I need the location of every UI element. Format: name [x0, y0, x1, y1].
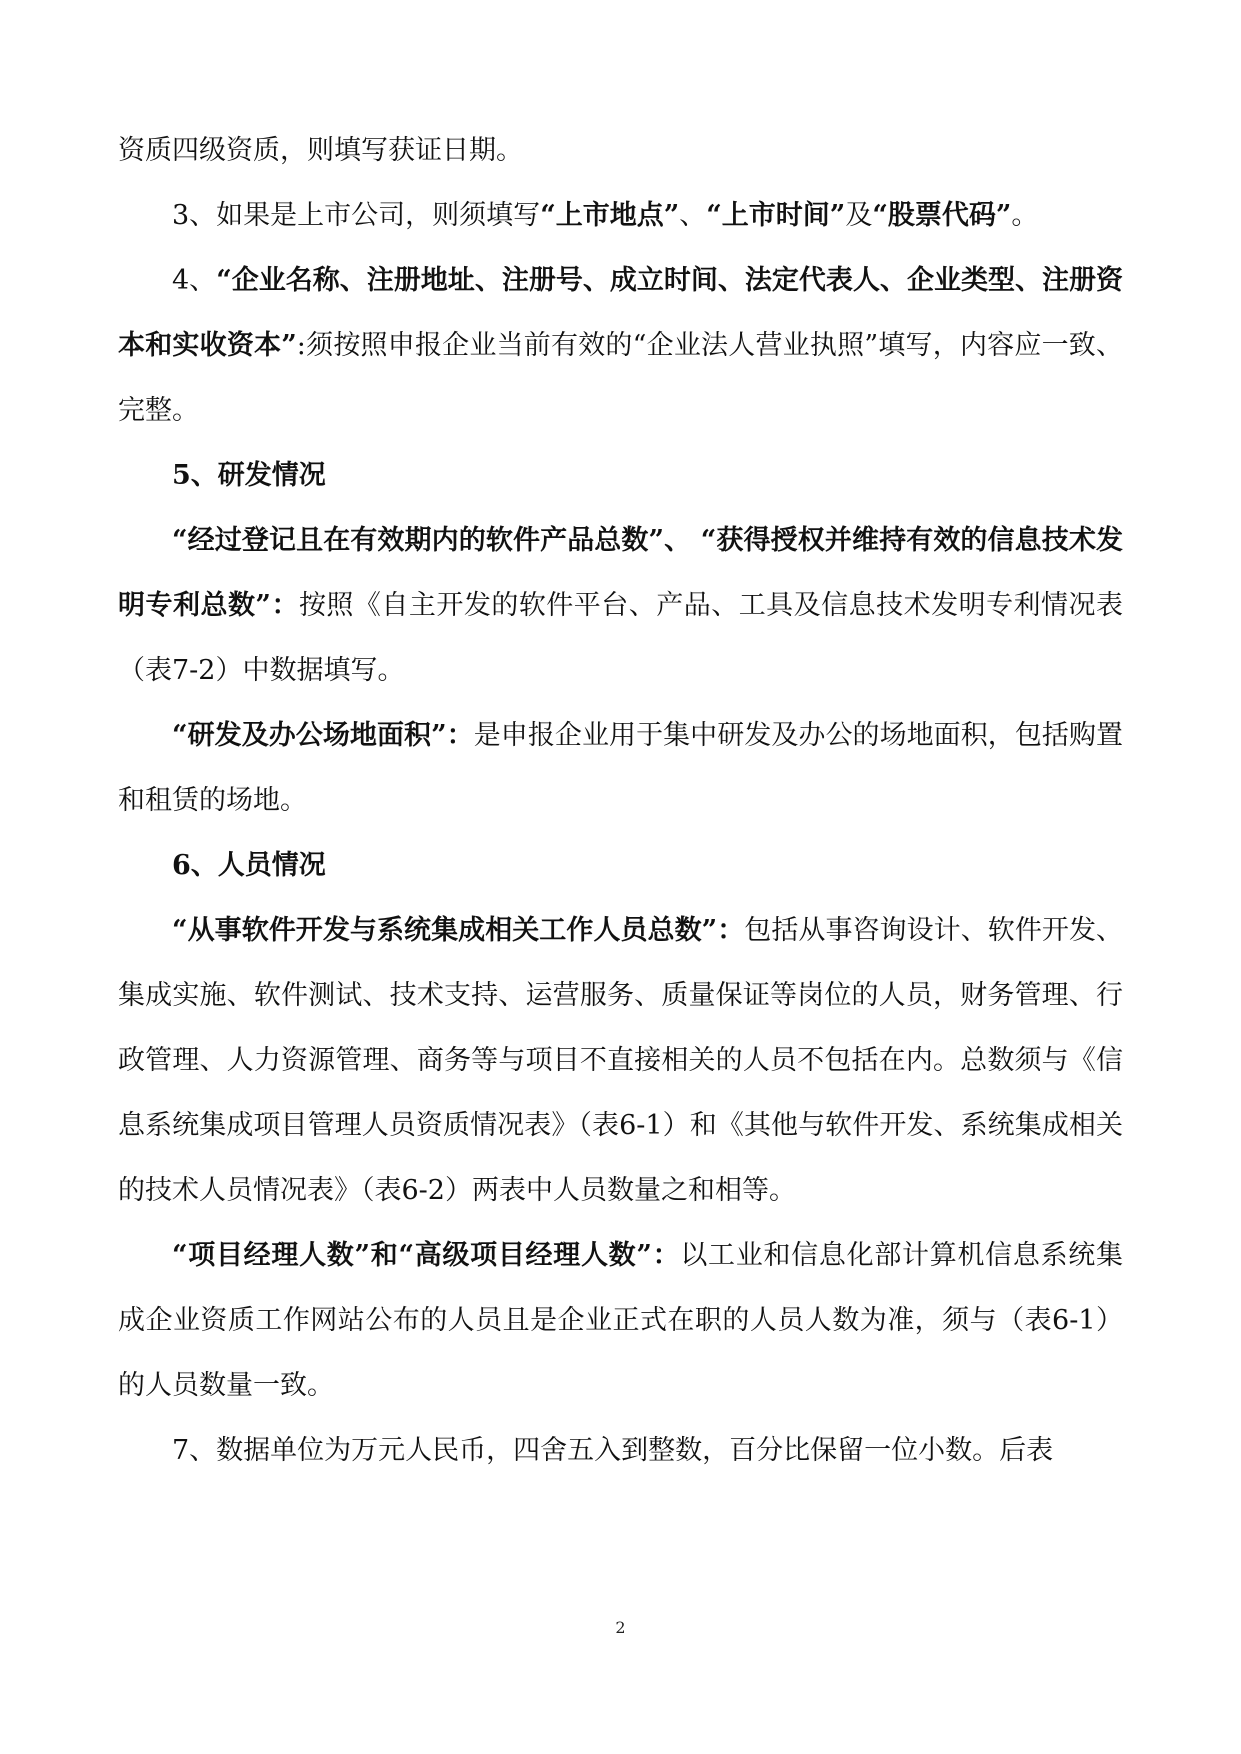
- bold-text-run: “上市地点”: [540, 200, 680, 231]
- text-run: 是申报企业用于集中研发及办公的场地面积，包括购置和租赁的场地。: [118, 720, 1124, 816]
- page-number: 2: [615, 1618, 626, 1637]
- document-body: [118, 118, 1123, 1483]
- bold-text-run: “企业名称、注册地址、注册号、成立时间、法定代表人、企业类型、注册资本和实收资本”: [118, 265, 1123, 361]
- bold-text-run: 5、研发情况: [172, 460, 326, 491]
- text-run: 及: [845, 200, 873, 231]
- bold-text-run: “从事软件开发与系统集成相关工作人员总数”：: [172, 915, 745, 946]
- bold-text-run: “项目经理人数”和“高级项目经理人数”：: [172, 1240, 681, 1271]
- text-run: 、: [679, 200, 707, 231]
- paragraph: [118, 1418, 1123, 1483]
- bold-text-run: 6、人员情况: [172, 850, 326, 881]
- paragraph: [118, 898, 1123, 1223]
- text-run: :须按照申报企业当前有效的“企业法人营业执照”填写，内容应一致、完整。: [118, 330, 1124, 426]
- text-run: 4、: [172, 265, 217, 296]
- bold-text-run: “股票代码”: [872, 200, 1012, 231]
- text-run: 按照《自主开发的软件平台、产品、工具及信息技术发明专利情况表（表7-2）中数据填写。: [118, 590, 1124, 686]
- text-run: 资质四级资质，则填写获证日期。: [118, 135, 523, 166]
- bold-text-run: “上市时间”: [706, 200, 846, 231]
- paragraph: [118, 183, 1123, 248]
- bold-text-run: “研发及办公场地面积”：: [172, 720, 474, 751]
- text-run: 7、数据单位为万元人民币，四舍五入到整数，百分比保留一位小数。后表: [172, 1435, 1054, 1466]
- text-run: 。: [1011, 200, 1039, 231]
- paragraph: [118, 508, 1123, 703]
- bold-text-run: “经过登记且在有效期内的软件产品总数”、 “获得授权并维持有效的信息技术发明专利总数”：: [118, 525, 1123, 621]
- text-run: 包括从事咨询设计、软件开发、集成实施、软件测试、技术支持、运营服务、质量保证等岗位的人员，财务管理、行政管理、人力资源管理、商务等与项目不直接相关的人员不包括在内。总数须与《信息系统集成项目管理人员资质情况表》（表6-1）和《其他与软件开发、系统集成相关的技术人员情况表》（表6-2）两表中人员数量之和相等。: [118, 915, 1124, 1206]
- paragraph: [118, 248, 1123, 443]
- paragraph: [118, 703, 1123, 833]
- paragraph: [118, 1223, 1123, 1418]
- paragraph: [118, 833, 1123, 898]
- paragraph: [118, 118, 1123, 183]
- paragraph: [118, 443, 1123, 508]
- text-run: 以工业和信息化部计算机信息系统集成企业资质工作网站公布的人员且是企业正式在职的人员人数为准，须与（表6-1）的人员数量一致。: [118, 1240, 1124, 1401]
- text-run: 3、如果是上市公司，则须填写: [172, 200, 541, 231]
